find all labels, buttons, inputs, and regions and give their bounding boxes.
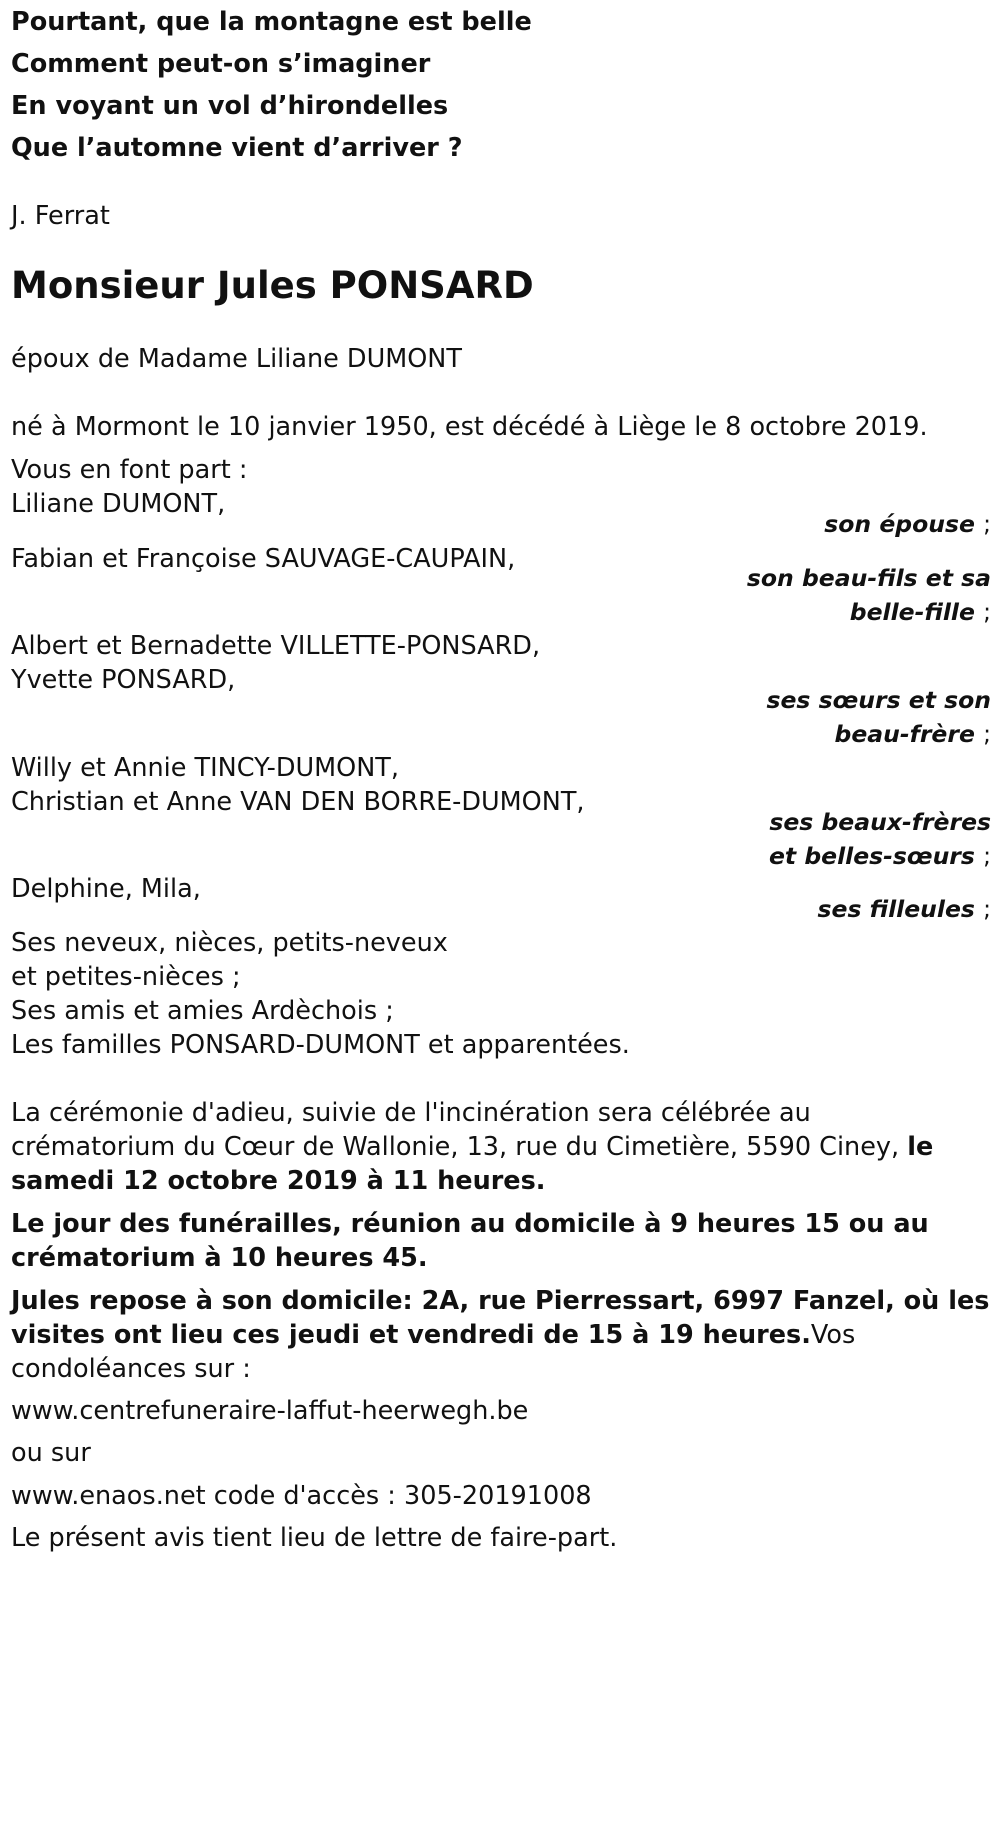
others-line: Ses neveux, nièces, petits-neveux <box>11 928 448 958</box>
or-line: ou sur <box>11 1438 91 1468</box>
relation-label: son beau-fils et sa <box>746 564 991 592</box>
website-link[interactable]: www.centrefuneraire-laffut-heerwegh.be <box>11 1396 529 1426</box>
relation-label: et belles-sœurs ; <box>768 842 991 870</box>
announce-intro: Vous en font part : <box>11 455 248 485</box>
meeting-line: Le jour des funérailles, réunion au domicile à 9 heures 15 ou au <box>11 1209 929 1239</box>
relation-label: ses filleules ; <box>817 895 991 923</box>
ceremony-line: La cérémonie d'adieu, suivie de l'incinération sera célébrée au <box>11 1098 811 1128</box>
spouse-line: époux de Madame Liliane DUMONT <box>11 344 462 374</box>
ceremony-date: samedi 12 octobre 2019 à 11 heures. <box>11 1166 546 1196</box>
poem-line-4: Que l’automne vient d’arriver ? <box>11 133 463 163</box>
poem-author: J. Ferrat <box>11 201 110 231</box>
others-line: Les familles PONSARD-DUMONT et apparentées. <box>11 1030 630 1060</box>
family-name: Fabian et Françoise SAUVAGE-CAUPAIN, <box>11 544 516 574</box>
relation-label: ses beaux-frères <box>769 808 991 836</box>
rest-line: visites ont lieu ces jeudi et vendredi de 15 à 19 heures.Vos <box>11 1320 856 1350</box>
birth-death-line: né à Mormont le 10 janvier 1950, est décédé à Liège le 8 octobre 2019. <box>11 412 928 442</box>
others-line: Ses amis et amies Ardèchois ; <box>11 996 394 1026</box>
meeting-line: crématorium à 10 heures 45. <box>11 1243 428 1273</box>
poem-line-2: Comment peut-on s’imaginer <box>11 49 431 79</box>
rest-line: Jules repose à son domicile: 2A, rue Pierressart, 6997 Fanzel, où les <box>11 1286 990 1316</box>
relation-label: son épouse ; <box>824 510 991 538</box>
family-name: Willy et Annie TINCY-DUMONT, <box>11 753 399 783</box>
condolences-line: condoléances sur : <box>11 1354 251 1384</box>
relation-label: ses sœurs et son <box>766 686 991 714</box>
relation-label: belle-fille ; <box>849 598 991 626</box>
family-name: Delphine, Mila, <box>11 874 201 904</box>
family-name: Liliane DUMONT, <box>11 489 226 519</box>
closing-line: Le présent avis tient lieu de lettre de faire-part. <box>11 1523 618 1553</box>
family-name: Yvette PONSARD, <box>11 665 236 695</box>
deceased-name: Monsieur Jules PONSARD <box>11 264 534 307</box>
website-access-code[interactable]: www.enaos.net code d'accès : 305-20191008 <box>11 1481 592 1511</box>
relation-label: beau-frère ; <box>834 720 991 748</box>
poem-line-1: Pourtant, que la montagne est belle <box>11 7 532 37</box>
family-name: Christian et Anne VAN DEN BORRE-DUMONT, <box>11 787 585 817</box>
ceremony-line: crématorium du Cœur de Wallonie, 13, rue du Cimetière, 5590 Ciney, le <box>11 1132 934 1162</box>
poem-line-3: En voyant un vol d’hirondelles <box>11 91 449 121</box>
family-name: Albert et Bernadette VILLETTE-PONSARD, <box>11 631 541 661</box>
others-line: et petites-nièces ; <box>11 962 241 992</box>
